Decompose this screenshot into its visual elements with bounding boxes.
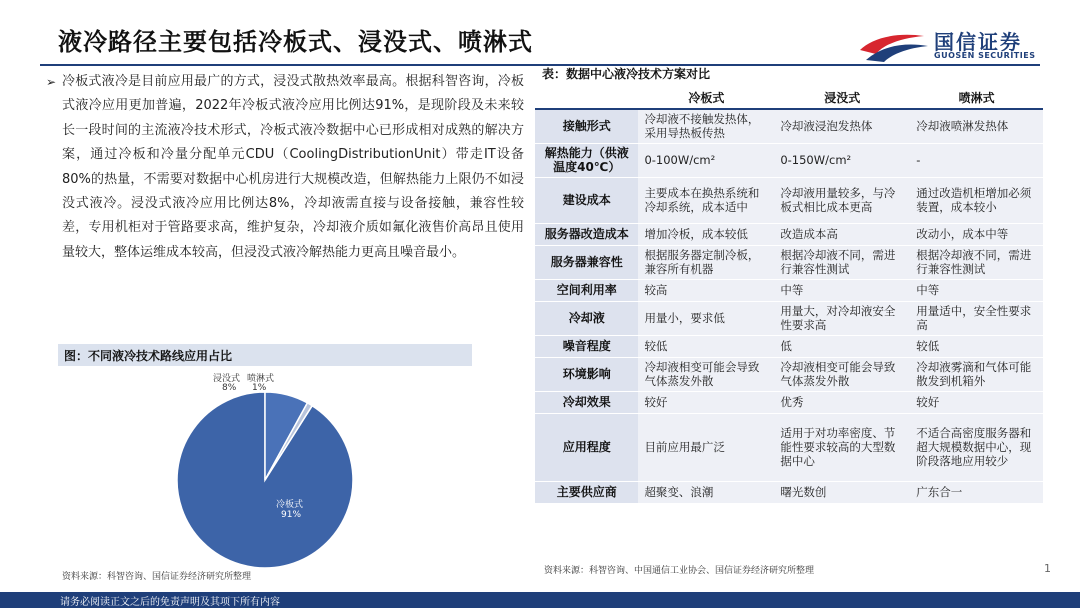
table-cell: 用量适中，安全性要求高 — [910, 301, 1043, 335]
table-row — [535, 413, 1043, 481]
table-cell: 较低 — [910, 335, 1043, 357]
page-title: 液冷路径主要包括冷板式、浸没式、喷淋式 — [58, 28, 533, 56]
page-number: 1 — [1044, 562, 1051, 575]
table-cell: 冷却液雾滴和气体可能散发到机箱外 — [910, 357, 1043, 391]
table-cell: 目前应用最广泛 — [638, 413, 774, 481]
table-row — [535, 335, 1043, 357]
row-header: 噪音程度 — [535, 335, 638, 357]
table-cell: 冷却液相变可能会导致气体蒸发外散 — [638, 357, 774, 391]
body-lead: 冷板式液冷是目前应用最广的方式，浸没式散热效率最高。 — [62, 74, 406, 89]
table-row — [535, 279, 1043, 301]
table-caption: 表：数据中心液冷技术方案对比 — [542, 67, 711, 81]
table-row — [535, 481, 1043, 503]
table-cell: 超聚变、浪潮 — [638, 481, 774, 503]
body-paragraph — [46, 70, 524, 265]
row-header: 接触形式 — [535, 109, 638, 143]
row-header: 服务器改造成本 — [535, 223, 638, 245]
table-row — [535, 109, 1043, 143]
header-immersion: 浸没式 — [774, 86, 910, 109]
table-row — [535, 143, 1043, 177]
row-header: 应用程度 — [535, 413, 638, 481]
table-cell: 改造成本高 — [774, 223, 910, 245]
row-header: 冷却效果 — [535, 391, 638, 413]
row-header: 空间利用率 — [535, 279, 638, 301]
table-cell: 通过改造机柜增加必须装置，成本较小 — [910, 177, 1043, 223]
table-cell: 根据服务器定制冷板，兼容所有机器 — [638, 245, 774, 279]
table-cell: 冷却液不接触发热体，采用导热板传热 — [638, 109, 774, 143]
table-cell: 冷却液用量较多，与冷板式相比成本更高 — [774, 177, 910, 223]
row-header: 主要供应商 — [535, 481, 638, 503]
table-cell: 用量大，对冷却液安全性要求高 — [774, 301, 910, 335]
logo-subtitle: GUOSEN SECURITIES — [934, 51, 1036, 60]
table-cell: 较高 — [638, 279, 774, 301]
table-cell: 冷却液相变可能会导致气体蒸发外散 — [774, 357, 910, 391]
table-row — [535, 223, 1043, 245]
table-cell: 中等 — [910, 279, 1043, 301]
pie-label-immersion-name: 浸没式 — [213, 374, 241, 384]
comparison-table — [535, 86, 1043, 504]
table-row — [535, 177, 1043, 223]
header-spray: 喷淋式 — [910, 86, 1043, 109]
table-cell: 根据冷却液不同，需进行兼容性测试 — [774, 245, 910, 279]
footer-disclaimer: 请务必阅读正文之后的免责声明及其项下所有内容 — [60, 597, 280, 608]
logo-name: 国信证券 — [934, 30, 1022, 54]
row-header: 冷却液 — [535, 301, 638, 335]
bullet-arrow-icon: ➢ — [46, 75, 57, 89]
body-rest: 根据科智咨询，冷板式液冷应用更加普遍，2022年冷板式液冷应用比例达91%，是现阶段及未来较长一段时间的主流液冷技术形式，冷板式液冷数据中心已形成相对成熟的解决方案，通过冷板和冷量分配单元CDU（CoolingDistributionUnit）带走IT设备80%的热量，不需要对数据中心机房进行大规模改造，但解热能力上限仍不如浸没式液冷。浸没式液冷应用比例达8%，冷却液需直接与设备接触，兼容性较差，专用机柜对于管路要求高，维护复杂，冷却液介质如氟化液售价高昂且使用量较大，整体运维成本较高，但浸没式液冷解热能力更高且噪音最小。 — [62, 74, 524, 260]
table-cell: 根据冷却液不同，需进行兼容性测试 — [910, 245, 1043, 279]
table-cell: 冷却液喷淋发热体 — [910, 109, 1043, 143]
figure-caption-bar — [58, 344, 472, 366]
table-cell: 较低 — [638, 335, 774, 357]
table-row — [535, 245, 1043, 279]
table-cell: - — [910, 143, 1043, 177]
table-row — [535, 301, 1043, 335]
figure-source: 资料来源：科智咨询、国信证券经济研究所整理 — [62, 572, 252, 582]
table-cell: 适用于对功率密度、节能性要求较高的大型数据中心 — [774, 413, 910, 481]
table-cell: 主要成本在换热系统和冷却系统，成本适中 — [638, 177, 774, 223]
table-cell: 用量小，要求低 — [638, 301, 774, 335]
header-coldplate: 冷板式 — [638, 86, 774, 109]
pie-chart — [160, 370, 380, 570]
table-cell: 增加冷板，成本较低 — [638, 223, 774, 245]
row-header: 服务器兼容性 — [535, 245, 638, 279]
pie-label-spray-name: 喷淋式 — [247, 374, 275, 384]
table-cell: 改动小，成本中等 — [910, 223, 1043, 245]
table-cell: 较好 — [638, 391, 774, 413]
table-cell: 冷却液浸泡发热体 — [774, 109, 910, 143]
table-cell: 广东合一 — [910, 481, 1043, 503]
header-empty — [535, 86, 638, 109]
table-cell: 较好 — [910, 391, 1043, 413]
row-header: 环境影响 — [535, 357, 638, 391]
table-cell: 0-100W/cm² — [638, 143, 774, 177]
pie-label-coldplate-name: 冷板式 — [276, 500, 304, 510]
table-cell: 曙光数创 — [774, 481, 910, 503]
footer-bar — [0, 592, 1080, 608]
table-row — [535, 391, 1043, 413]
table-source: 资料来源：科智咨询、中国通信工业协会、国信证券经济研究所整理 — [544, 566, 815, 576]
table-header-row — [535, 86, 1043, 109]
table-cell: 优秀 — [774, 391, 910, 413]
figure-caption: 图：不同液冷技术路线应用占比 — [64, 349, 233, 363]
pie-label-immersion-value: 8% — [222, 383, 237, 393]
table-row — [535, 357, 1043, 391]
row-header: 解热能力（供液温度40℃） — [535, 143, 638, 177]
table-cell: 0-150W/cm² — [774, 143, 910, 177]
table-cell: 低 — [774, 335, 910, 357]
table-cell: 中等 — [774, 279, 910, 301]
pie-label-coldplate-value: 91% — [281, 510, 302, 520]
table-cell: 不适合高密度服务器和超大规模数据中心，现阶段落地应用较少 — [910, 413, 1043, 481]
pie-label-spray-value: 1% — [252, 383, 267, 393]
row-header: 建设成本 — [535, 177, 638, 223]
